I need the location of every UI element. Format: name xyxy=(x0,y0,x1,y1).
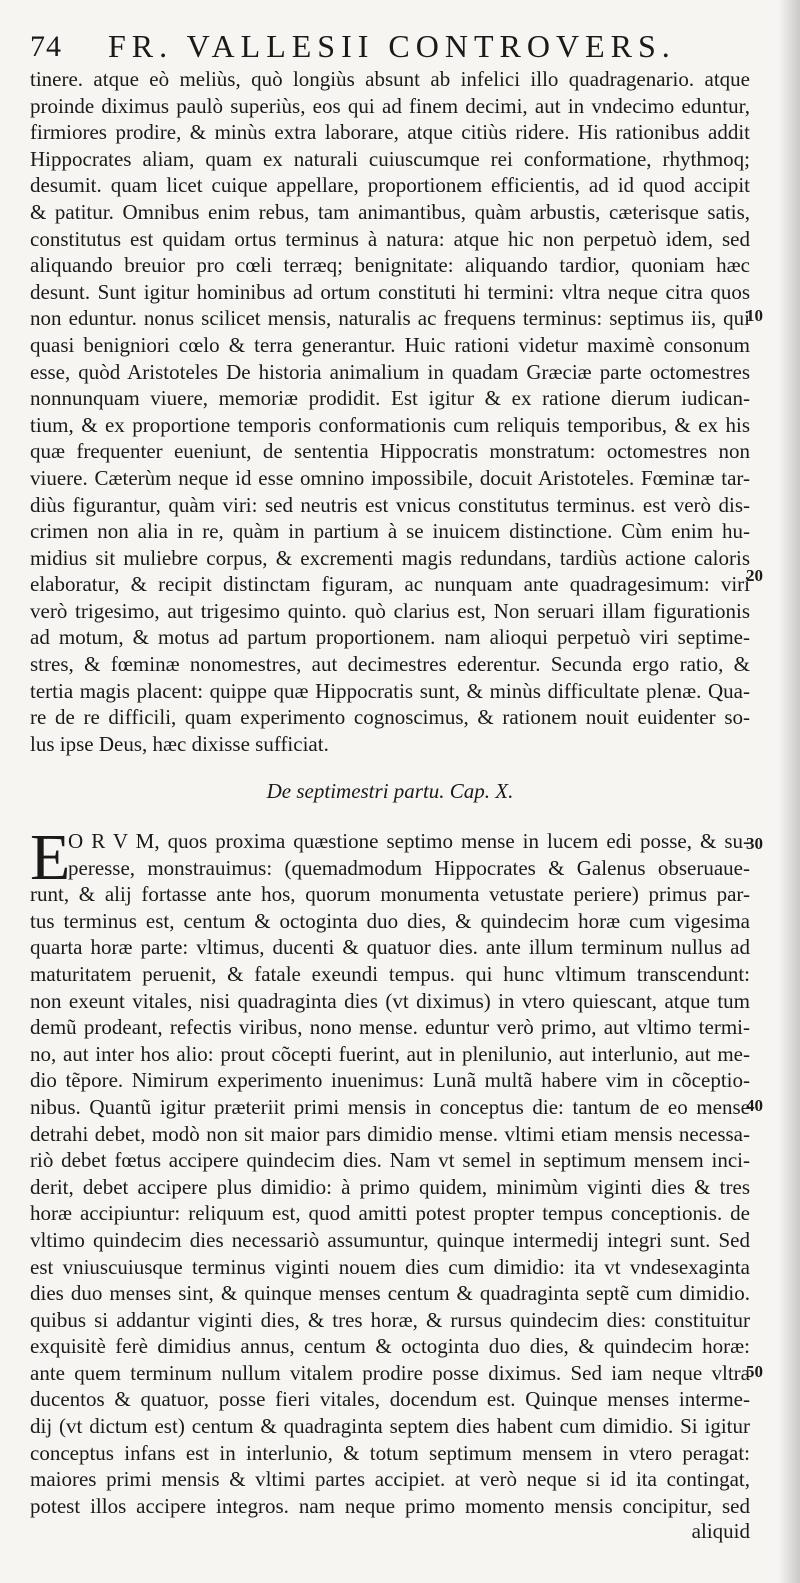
text-line: non eduntur. nonus scilicet mensis, naturalis ac frequens terminus: septimus iis, qui xyxy=(30,306,750,331)
text-line: midius sit muliebre corpus, & excrementi magis redundans, tardiùs actione caloris xyxy=(30,545,750,570)
text-line: O R V M, quos proxima quæstione septimo mense in lucem edi posse, & su- xyxy=(68,829,750,853)
text-line: ad motum, & motus ad partum proportionem. nam alioqui perpetuò viri septime- xyxy=(30,625,750,650)
catchword-line xyxy=(30,1518,750,1545)
text-line: elaboratur, & recipit distinctam figuram, ac nunquam ante quadragesimum: viri xyxy=(30,572,750,597)
text-line: dio tẽpore. Nimirum experimento inuenimus: Lunã multã habere vim in cõceptio- xyxy=(30,1068,750,1093)
text-line: & patitur. Omnibus enim rebus, tam animantibus, quàm arbustis, cæterisque satis, xyxy=(30,199,750,224)
text-line: quibus si addantur viginti dies, & tres horæ, & rursus quindecim dies: constituitur xyxy=(30,1307,750,1332)
text-line: riò debet fœtus accipere quindecim dies. Nam vt semel in septimum mensem inci- xyxy=(30,1148,750,1173)
text-line: proinde diximus paulò superiùs, eos qui ad finem decimi, aut in vndecimo eduntur, xyxy=(30,93,750,118)
text-line: horæ accipiuntur: reliquum est, quod amitti potest propter tempus conceptionis. de xyxy=(30,1201,750,1226)
text-line: esse, quòd Aristoteles De historia animalium in quadam Græciæ parte octomestres xyxy=(30,359,750,384)
text-block-upper xyxy=(30,66,750,757)
text-line: tertia magis placent: quippe quæ Hippocratis sunt, & minùs difficultate plenæ. Qua- xyxy=(30,678,750,703)
text-block-lower-indented xyxy=(68,828,750,881)
margin-line-number: 30 xyxy=(746,834,763,853)
text-line: verò trigesimo, aut trigesimo quinto. quò clarius est, Non seruari illam figurationis xyxy=(30,598,750,623)
text-line: diùs figurantur, quàm viri: sed neutris est vnicus constitutus terminus. est verò dis- xyxy=(30,492,750,517)
text-line: conceptus infans est in interlunio, & totum septimum mensem in vtero peragat: xyxy=(30,1440,750,1465)
text-line: maiores primi mensis & vltimi partes accipiet. at verò neque si id ita contingat, xyxy=(30,1467,750,1492)
page-number: 74 xyxy=(30,30,62,63)
text-line: desumit. quam licet cuique appellare, proportionem efficientis, ad id quod accipit xyxy=(30,173,750,198)
text-line: detrahi debet, modò non sit maior pars dimidio mense. vltimi etiam mensis necessa- xyxy=(30,1121,750,1146)
text-line: quasi benigniori cœlo & terra generantur. Huic rationi videtur maximè consonum xyxy=(30,332,750,357)
text-line: no, aut inter hos alio: prout cõcepti fuerint, aut in plenilunio, aut interlunio, aut me- xyxy=(30,1041,750,1066)
text-line: nonnunquam viuere, memoriæ prodidit. Est igitur & ex ratione dierum iudican- xyxy=(30,386,750,411)
text-line: firmiores prodire, & minùs extra laborare, atque citiùs ridere. His rationibus addit xyxy=(30,120,750,145)
text-line: demũ prodeant, refectis viribus, nono mense. eduntur verò primo, aut vltimo termi- xyxy=(30,1015,750,1040)
chapter-title: De septimestri partu. Cap. X. xyxy=(266,779,514,803)
text-line: runt, & alij fortasse ante hos, quorum monumenta vetustate periere) primus par- xyxy=(30,882,750,907)
running-title: FR. VALLESII CONTROVERS. xyxy=(108,28,676,64)
drop-cap: E xyxy=(30,821,71,894)
text-line: non exeunt vitales, nisi quadraginta dies (vt diximus) in vtero quiescant, atque tum xyxy=(30,988,750,1013)
margin-line-number: 50 xyxy=(746,1362,763,1381)
page-header xyxy=(30,26,730,66)
text-block-lower xyxy=(30,881,750,1519)
text-line: tinere. atque eò meliùs, quò longiùs absunt ab infelici illo quadragenario. atque xyxy=(30,67,750,91)
page-edge-shadow xyxy=(778,0,800,1583)
text-line: est vniuscuiusque terminus viginti nouem dies cum dimidio: ita vt vndesexaginta xyxy=(30,1254,750,1279)
text-line: stres, & fœminæ nonomestres, aut decimestres ederentur. Secunda ergo ratio, & xyxy=(30,652,750,677)
text-line: exquisitè ferè dimidius annus, centum & octoginta duo dies, & quindecim horæ: xyxy=(30,1334,750,1359)
text-line: quæ frequenter eueniunt, de sententia Hippocratis monstratum: octomestres non xyxy=(30,439,750,464)
catchword: aliquid xyxy=(691,1519,750,1543)
text-line: lus ipse Deus, hæc dixisse sufficiat. xyxy=(30,731,329,756)
text-line: viuere. Cæterùm neque id esse omnino impossibile, docuit Aristoteles. Fœminæ tar- xyxy=(30,465,750,490)
text-line: Hippocrates aliam, quam ex naturali cuiuscumque rei conformatione, rhythmoq; xyxy=(30,146,750,171)
text-line: maturitatem peruenit, & fatale exeundi tempus. qui hunc vltimum transcendunt: xyxy=(30,961,750,986)
text-line: crimen non alia in re, quàm in partium à se inuicem distinctione. Cùm enim hu- xyxy=(30,519,750,544)
text-line: derit, debet accipere plus dimidio: à primo quidem, minimùm viginti dies & tres xyxy=(30,1174,750,1199)
text-line: dij (vt dictum est) centum & quadraginta septem dies habent cum dimidio. Si igitur xyxy=(30,1414,750,1439)
margin-line-number: 40 xyxy=(746,1096,763,1115)
text-line: vltimo quindecim dies necessariò assumuntur, quinque intermedij integri sunt. Sed xyxy=(30,1227,750,1252)
margin-line-number: 20 xyxy=(746,566,763,585)
text-line: dies duo menses sint, & quinque menses centum & quadraginta septẽ cum dimidio. xyxy=(30,1281,750,1306)
text-line: peresse, monstrauimus: (quemadmodum Hippocrates & Galenus obseruaue- xyxy=(68,855,750,880)
text-line: aliquando breuior pro cœli terræq; benignitate: aliquando tardior, quoniam hæc xyxy=(30,253,750,278)
text-line: constitutus est quidam ortus terminus à natura: atque hic non perpetuò idem, sed xyxy=(30,226,750,251)
text-line: tus terminus est, centum & octoginta duo dies, & quindecim horæ cum vigesima xyxy=(30,908,750,933)
text-line: tium, & ex proportione temporis conformationis cum reliquis temporibus, & ex his xyxy=(30,412,750,437)
text-line: potest illos accipere integros. nam neque primo momento mensis concipitur, sed xyxy=(30,1493,750,1518)
margin-line-number: 10 xyxy=(746,306,763,325)
text-line: quarta horæ parte: vltimus, ducenti & quatuor dies. ante illum terminum nullus ad xyxy=(30,935,750,960)
text-line: ante quem terminum nullum vitalem prodire posse diximus. Sed iam neque vltra xyxy=(30,1360,750,1385)
text-line: re de re difficili, quam experimento cognoscimus, & rationem nouit euidenter so- xyxy=(30,705,750,730)
text-line: ducentos & quatuor, posse fieri vitales, docendum est. Quinque menses interme- xyxy=(30,1387,750,1412)
text-line: desunt. Sunt igitur hominibus ad ortum constituti hi termini: vltra neque citra quos xyxy=(30,279,750,304)
text-line: nibus. Quantũ igitur præteriit primi mensis in conceptus die: tantum de eo mense xyxy=(30,1094,750,1119)
